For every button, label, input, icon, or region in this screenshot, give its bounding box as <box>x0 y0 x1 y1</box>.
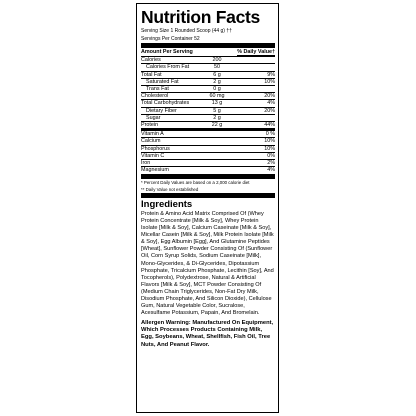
nutrient-row <box>141 121 275 128</box>
mineral-row <box>141 145 275 152</box>
nutrient-daily-value: 20% <box>264 93 275 100</box>
mineral-daily-value: 4% <box>267 167 275 174</box>
ingredients-text: Protein & Amino Acid Matrix Comprised Of (Whey Protein Concentrate [Milk & Soy], Whey Protein Isolate [Milk & Soy], Calcium Caseinate [Milk & Soy], Micellar Casein [Milk & Soy], Milk Protein Isolate [Milk & Soy], Egg Albumin [Egg], And Glutamine Peptides [Wheat], Sunflower Powder Consisting Of (Sunflower Oil, Corn Syrup Solids, Sodium Caseinate [Milk], Mono-Glycerides, & Di-Glycerides, Dipotassium Phosphate, Tricalcium Phosphate, Lecithin [Soy], And Tocopherols), Polydextrose, Natural & Artificial Flavors [Milk & Soy], MCT Powder Consisting Of (Medium Chain Triglycerides, Non-Fat Dry Milk, Disodium Phosphate, And Silicon Dioxide), Cellulose Gum, Natural Vegetable Color, Sucralose, Acesulfame Potassium, Papain, And Bromelain. <box>141 210 274 317</box>
nutrient-amount: 0 g <box>213 86 221 92</box>
nutrient-row <box>141 114 275 121</box>
nutrition-facts-label <box>136 3 279 413</box>
nutrient-name: Cholesterol <box>141 93 169 100</box>
nutrient-amount: 200 <box>212 57 222 64</box>
nutrient-table-header <box>141 48 275 56</box>
mineral-name: Iron <box>141 160 151 167</box>
mineral-name: Vitamin A <box>141 131 164 138</box>
nutrient-name: Total Carbohydrates <box>141 100 190 107</box>
nutrient-amount: 13 g <box>211 100 223 107</box>
nutrient-daily-value <box>241 64 275 70</box>
thick-divider-ingredients <box>141 193 275 198</box>
ingredients-title: Ingredients <box>141 198 193 210</box>
mineral-daily-value: 10% <box>264 138 275 145</box>
nutrient-daily-value: 10% <box>264 78 275 85</box>
nutrient-row <box>141 63 275 70</box>
nutrient-name: Saturated Fat <box>146 78 179 85</box>
nutrient-row <box>141 92 275 99</box>
nutrient-amount: 60 mg <box>209 93 225 100</box>
mineral-name: Calcium <box>141 138 161 145</box>
nutrient-amount: 50 <box>214 64 220 71</box>
nutrient-daily-value: 20% <box>264 107 275 114</box>
mineral-daily-value: 0% <box>267 152 275 159</box>
mineral-row <box>141 137 275 144</box>
nutrient-amount: 6 g <box>213 71 221 78</box>
servings-per-container: Servings Per Container 52 <box>141 35 200 42</box>
nutrient-amount: 22 g <box>211 122 223 129</box>
mineral-row <box>141 152 275 159</box>
nutrient-daily-value: 44% <box>264 122 275 129</box>
amount-per-serving-header: Amount Per Serving <box>141 49 193 56</box>
nutrient-name: Trans Fat <box>146 86 169 92</box>
mineral-name: Magnesium <box>141 167 169 174</box>
nutrient-name: Protein <box>141 122 159 129</box>
allergen-warning: Allergen Warning: Manufactured On Equipment, Which Processes Products Containing Milk, Egg, Soybeans, Wheat, Shellfish, Fish Oil, Tree Nuts, And Peanut Flavor. <box>141 320 274 348</box>
mineral-rows <box>141 130 275 173</box>
nutrient-rows <box>141 56 275 128</box>
nutrient-row <box>141 71 275 78</box>
mineral-daily-value: 10% <box>264 145 275 152</box>
nutrient-daily-value <box>241 86 275 92</box>
footnote-not-established: ** Daily Value not established <box>141 186 199 192</box>
nutrient-name: Calories From Fat <box>146 64 190 71</box>
nutrient-name: Sugar <box>146 114 161 121</box>
nutrient-name: Total Fat <box>141 71 162 78</box>
nutrient-daily-value: 4% <box>267 100 275 107</box>
nutrient-name: Dietary Fiber <box>146 107 177 114</box>
nutrient-daily-value <box>241 115 275 121</box>
nutrient-row <box>141 107 275 114</box>
footnote-percent-dv: * Percent Daily Values are based on a 2,000 calorie diet <box>141 180 250 186</box>
nutrient-row <box>141 85 275 92</box>
mineral-row <box>141 166 275 173</box>
nutrient-amount: 2 g <box>213 114 221 121</box>
mineral-row <box>141 130 275 137</box>
nutrient-row <box>141 78 275 85</box>
nutrient-amount: 5 g <box>213 107 221 114</box>
nutrient-daily-value <box>241 57 275 63</box>
nutrient-daily-value: 9% <box>267 71 275 78</box>
serving-size: Serving Size 1 Rounded Scoop (44 g) †† <box>141 28 232 34</box>
nutrient-name: Calories <box>141 57 161 64</box>
mineral-daily-value: 0 % <box>265 131 275 138</box>
nutrition-facts-title: Nutrition Facts <box>141 7 260 27</box>
mineral-name: Phosphorus <box>141 145 170 152</box>
nutrient-row <box>141 56 275 63</box>
nutrient-amount: 2 g <box>213 78 221 85</box>
nutrient-row <box>141 99 275 106</box>
daily-value-header: % Daily Value† <box>237 49 275 56</box>
mineral-daily-value: 2% <box>267 160 275 167</box>
mineral-row <box>141 159 275 166</box>
mineral-name: Vitamin C <box>141 152 165 159</box>
